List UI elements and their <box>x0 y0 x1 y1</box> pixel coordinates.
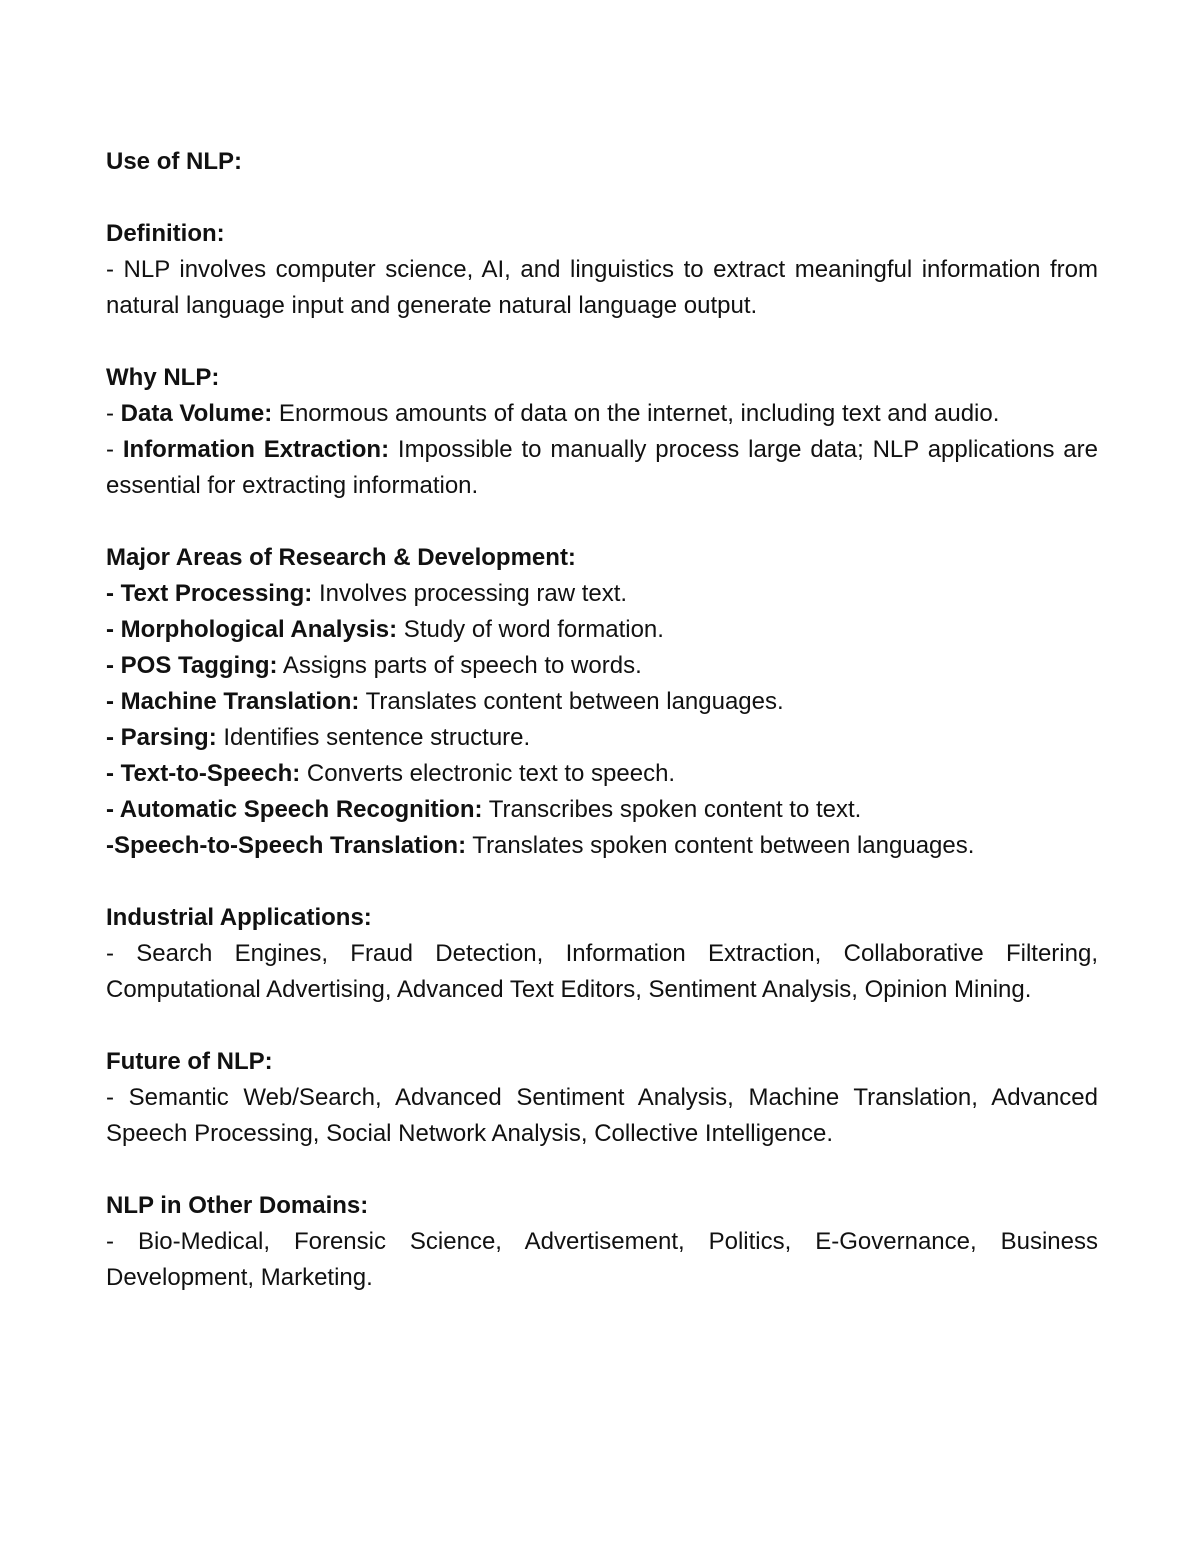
item-term: - Text Processing: <box>106 580 313 607</box>
research-heading: Major Areas of Research & Development: <box>106 544 576 571</box>
document-page <box>106 144 1098 1296</box>
why-item-information-extraction <box>106 432 1098 504</box>
item-dash: - <box>106 400 121 427</box>
item-term: - Text-to-Speech: <box>106 760 301 787</box>
item-term: - POS Tagging: <box>106 652 278 679</box>
item-text: Assigns parts of speech to words. <box>277 652 642 679</box>
item-text: Transcribes spoken content to text. <box>482 796 862 823</box>
item-term: - Parsing: <box>106 724 217 751</box>
definition-text: - NLP involves computer science, AI, and linguistics to extract meaningful information from natural language input and generate natural language output. <box>106 256 1098 319</box>
item-term: - Morphological Analysis: <box>106 616 398 643</box>
research-item <box>106 576 1098 612</box>
other-domains-text: - Bio-Medical, Forensic Science, Advertisement, Politics, E-Governance, Business Development, Marketing. <box>106 1228 1098 1291</box>
industrial-heading: Industrial Applications: <box>106 904 372 931</box>
item-term: Information Extraction: <box>122 436 390 463</box>
item-text: Identifies sentence structure. <box>216 724 531 751</box>
spacer <box>106 1008 1098 1044</box>
item-text: Study of word formation. <box>397 616 664 643</box>
item-text: Converts electronic text to speech. <box>300 760 676 787</box>
item-text: Enormous amounts of data on the internet, including text and audio. <box>272 400 1000 427</box>
item-dash: - <box>106 436 123 463</box>
future-heading: Future of NLP: <box>106 1048 273 1075</box>
research-item <box>106 648 1098 684</box>
research-item <box>106 684 1098 720</box>
definition-heading: Definition: <box>106 220 225 247</box>
why-item-data-volume <box>106 396 1098 432</box>
item-term: Data Volume: <box>120 400 273 427</box>
item-term: - Automatic Speech Recognition: <box>106 796 483 823</box>
item-text: Involves processing raw text. <box>312 580 628 607</box>
research-item <box>106 828 1098 864</box>
future-text: - Semantic Web/Search, Advanced Sentiment Analysis, Machine Translation, Advanced Speech Processing, Social Network Analysis, Collective Intelligence. <box>106 1084 1098 1147</box>
document-title: Use of NLP: <box>106 148 243 175</box>
item-term: - Machine Translation: <box>106 688 360 715</box>
spacer <box>106 180 1098 216</box>
item-term: -Speech-to-Speech Translation: <box>106 832 467 859</box>
item-text: Translates spoken content between languages. <box>466 832 975 859</box>
research-item <box>106 792 1098 828</box>
research-item <box>106 612 1098 648</box>
other-domains-heading: NLP in Other Domains: <box>106 1192 369 1219</box>
why-nlp-heading: Why NLP: <box>106 364 220 391</box>
spacer <box>106 324 1098 360</box>
spacer <box>106 864 1098 900</box>
research-item <box>106 756 1098 792</box>
item-text: Translates content between languages. <box>359 688 784 715</box>
item-text: Impossible to manually process large data; NLP applications are essential for extracting information. <box>106 436 1098 499</box>
research-item <box>106 720 1098 756</box>
industrial-text: - Search Engines, Fraud Detection, Information Extraction, Collaborative Filtering, Computational Advertising, Advanced Text Editors, Sentiment Analysis, Opinion Mining. <box>106 940 1098 1003</box>
spacer <box>106 1152 1098 1188</box>
spacer <box>106 504 1098 540</box>
